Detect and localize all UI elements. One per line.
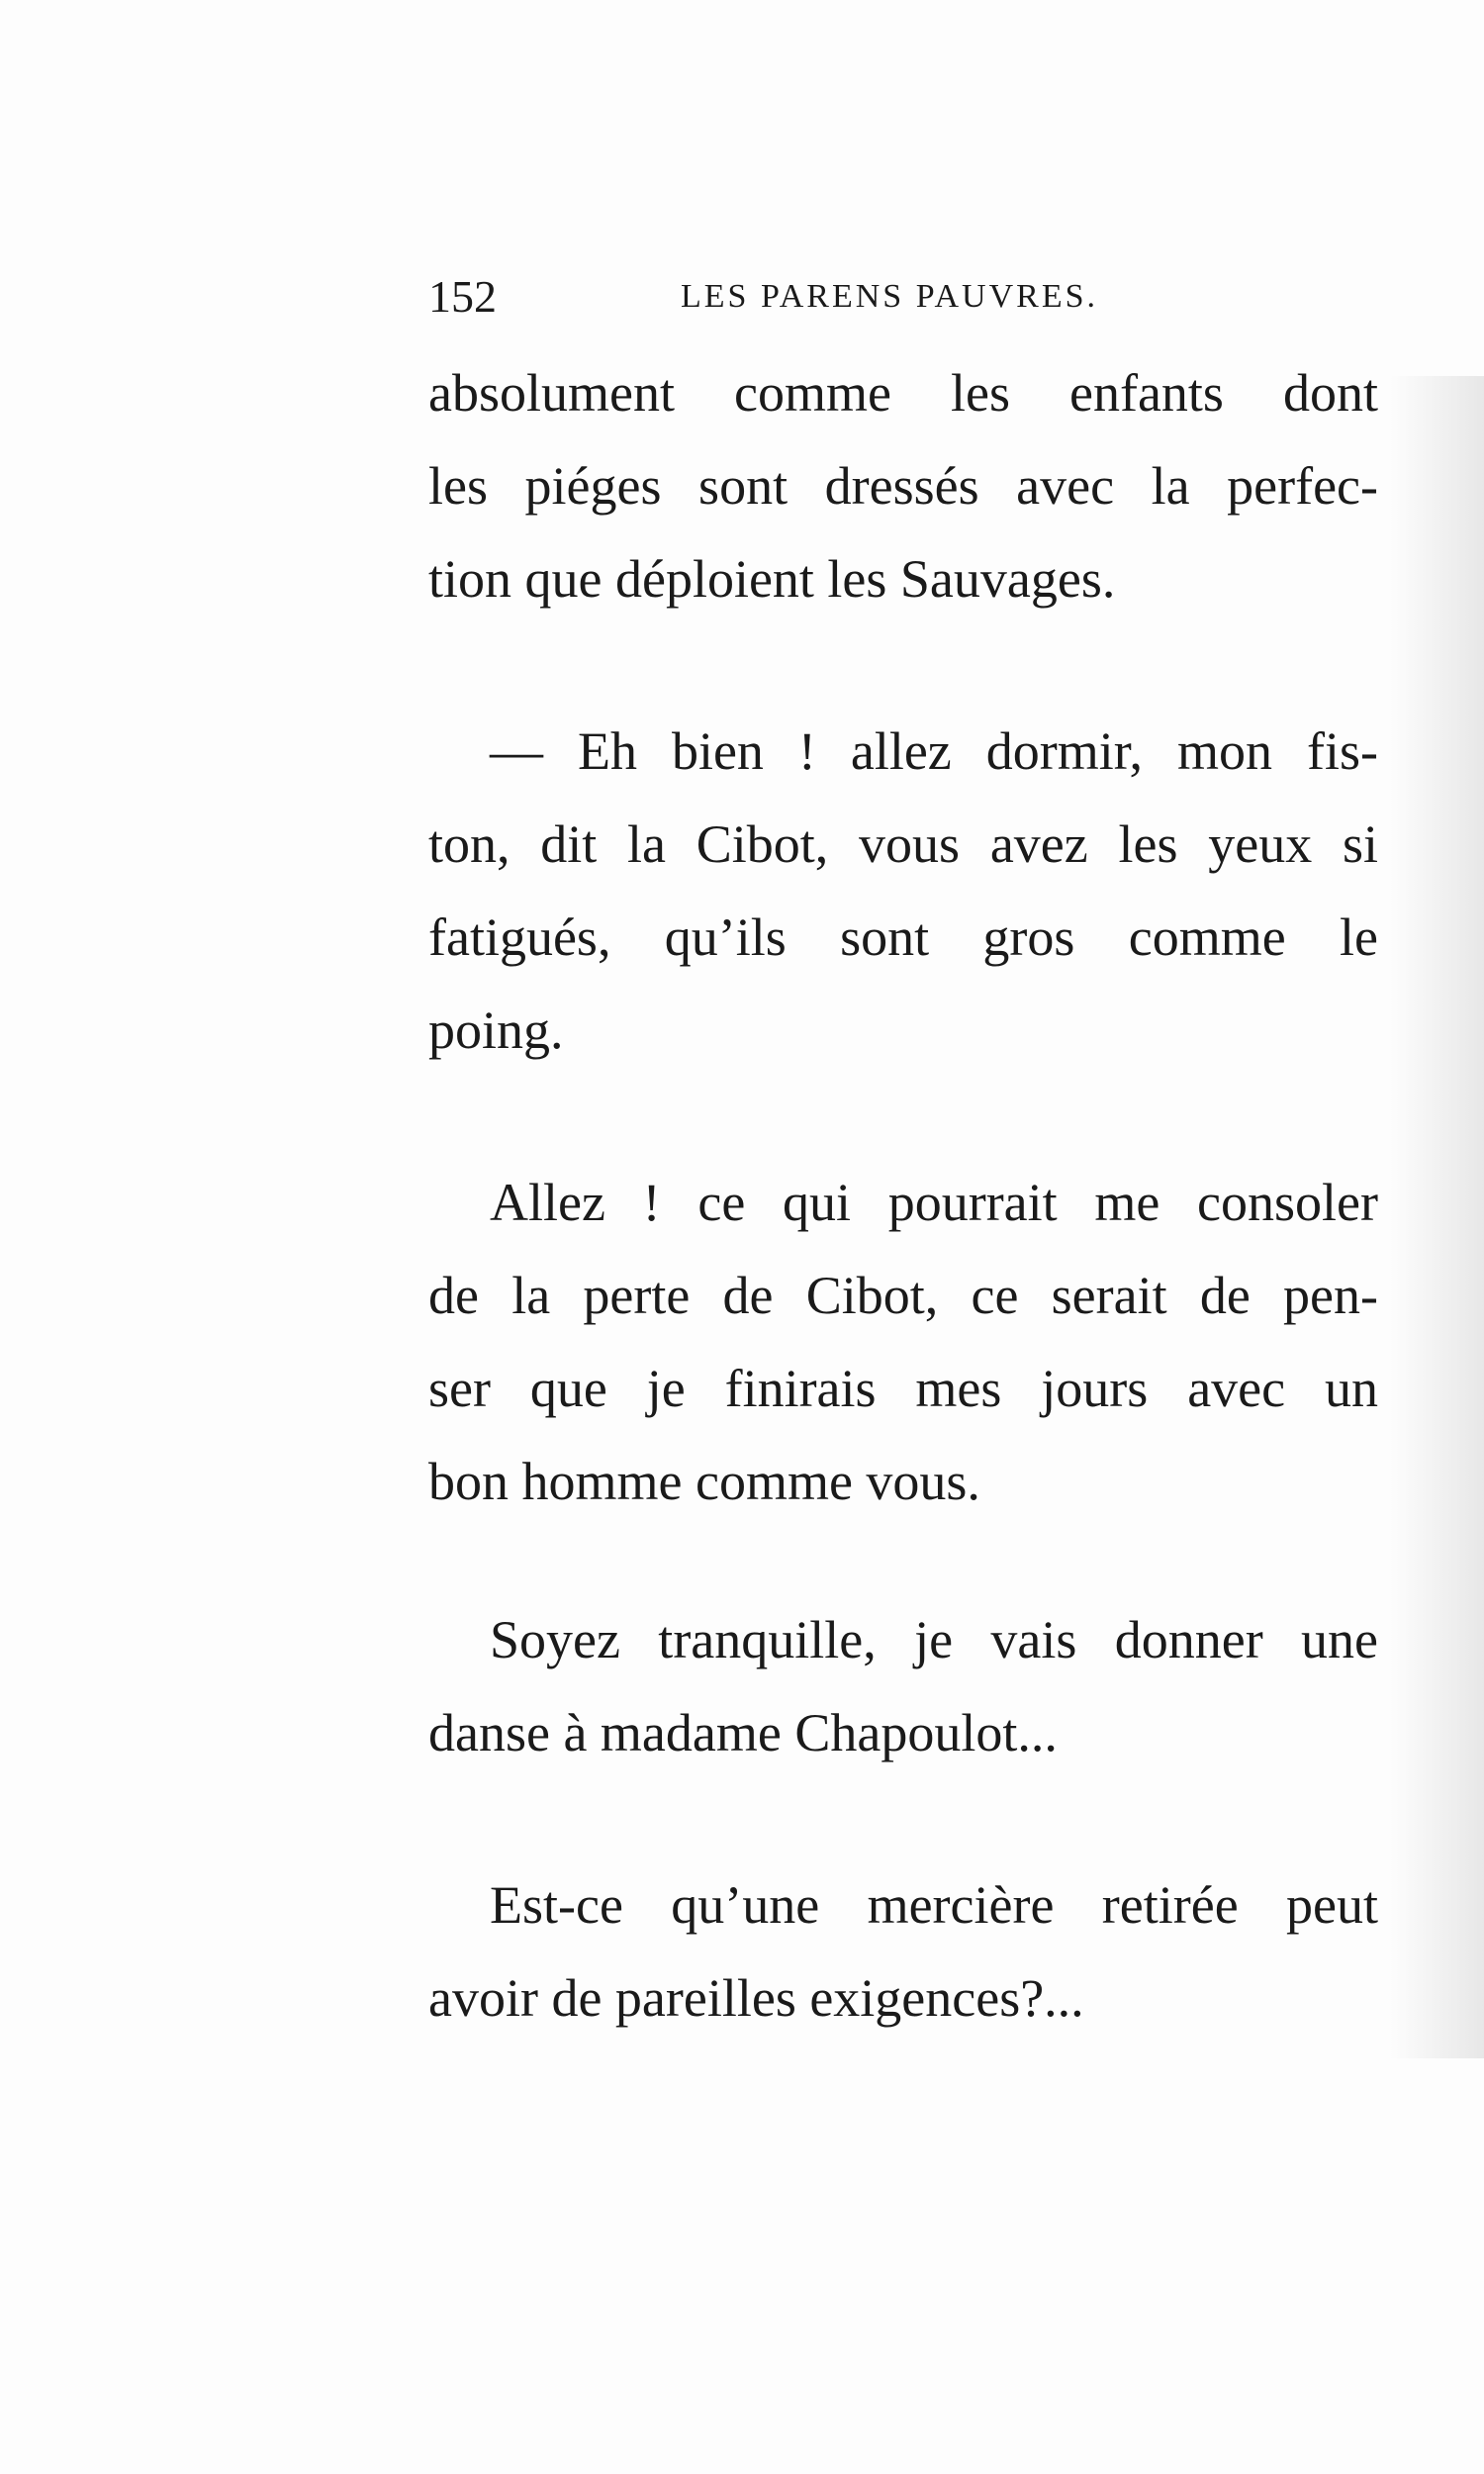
show-through-shadow	[1390, 376, 1484, 2058]
text-line: fatigués, qu’ils sont gros comme le	[428, 907, 1378, 967]
paragraph-gap	[428, 1077, 1378, 1156]
paragraph-gap	[428, 1528, 1378, 1593]
text-line: ton, dit la Cibot, vous avez les yeux si	[428, 814, 1378, 874]
paragraph-gap	[428, 1779, 1378, 1858]
text-line: Soyez tranquille, je vais donner une	[490, 1610, 1378, 1669]
text-line: les piéges sont dressés avec la perfec-	[428, 456, 1378, 516]
text-line: Allez ! ce qui pourrait me consoler	[490, 1173, 1378, 1232]
text-line: poing.	[428, 1000, 564, 1060]
text-line: absolument comme les enfants dont	[428, 363, 1378, 423]
page-header	[428, 267, 1378, 327]
text-line: ser que je finirais mes jours avec un	[428, 1359, 1378, 1418]
text-line: de la perte de Cibot, ce serait de pen-	[428, 1266, 1378, 1325]
paragraph-gap	[428, 625, 1378, 705]
body-text	[428, 346, 1378, 2045]
text-line: danse à madame Chapoulot...	[428, 1703, 1058, 1762]
text-line: Est-ce qu’une mercière retirée peut	[490, 1875, 1378, 1935]
page-number: 152	[428, 271, 497, 322]
text-line: bon homme comme vous.	[428, 1452, 980, 1511]
text-line: — Eh bien ! allez dormir, mon fis-	[490, 721, 1378, 781]
text-line: avoir de pareilles exigences?...	[428, 1968, 1084, 2028]
running-head: LES PARENS PAUVRES.	[681, 278, 1099, 315]
text-line: tion que déploient les Sauvages.	[428, 549, 1116, 609]
